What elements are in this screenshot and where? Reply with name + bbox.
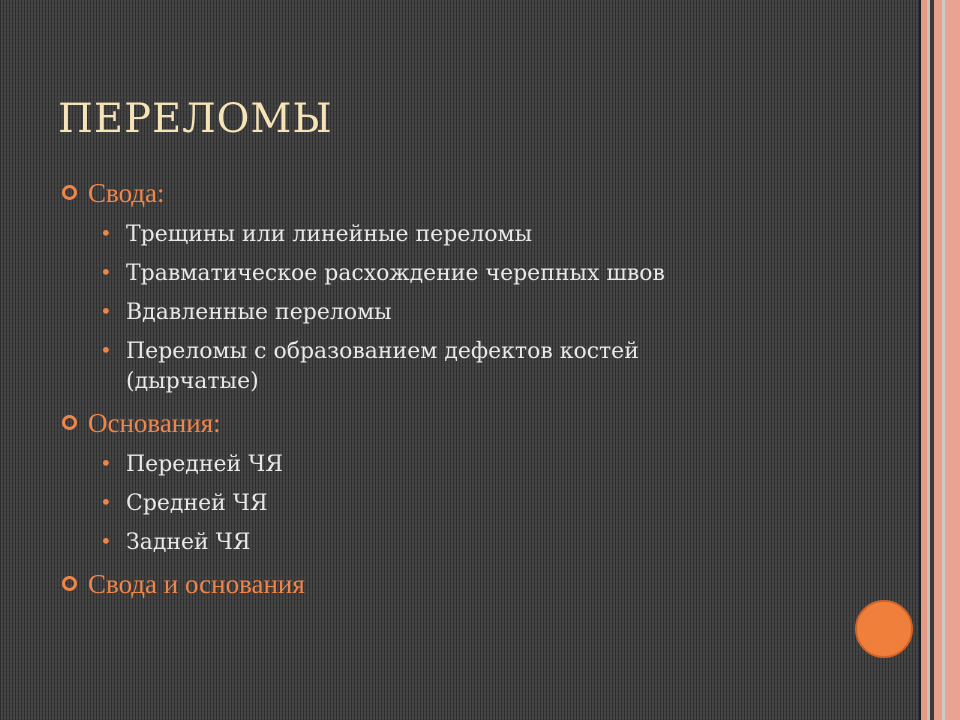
list-item xyxy=(100,298,752,328)
dot-bullet-icon: • xyxy=(100,260,112,284)
ring-bullet-icon xyxy=(62,415,77,430)
list-item xyxy=(100,337,752,397)
list-item xyxy=(100,528,752,558)
list-item xyxy=(100,259,752,289)
list-item xyxy=(100,450,752,480)
dot-bullet-icon: • xyxy=(100,221,112,245)
slide-title: ПЕРЕЛОМЫ xyxy=(58,96,333,142)
section-vault-and-base xyxy=(62,567,752,601)
section-vault xyxy=(62,176,752,397)
sub-list xyxy=(88,220,752,397)
section-base xyxy=(62,406,752,558)
dot-bullet-icon: • xyxy=(100,299,112,323)
list-item-text: Передней ЧЯ xyxy=(126,452,283,477)
list-item-text: Средней ЧЯ xyxy=(126,491,268,516)
sub-list xyxy=(88,450,752,558)
list-item-text: Переломы с образованием дефектов костей (дырчатые) xyxy=(126,339,639,394)
list-item xyxy=(100,489,752,519)
ring-bullet-icon xyxy=(62,576,77,591)
list-item-text: Задней ЧЯ xyxy=(126,530,251,555)
section-heading: Свода и основания xyxy=(88,569,305,599)
list-item-text: Вдавленные переломы xyxy=(126,300,392,325)
dot-bullet-icon: • xyxy=(100,490,112,514)
list-item xyxy=(100,220,752,250)
section-heading: Свода: xyxy=(88,178,165,208)
border-stripe xyxy=(934,0,942,720)
dot-bullet-icon: • xyxy=(100,529,112,553)
section-heading: Основания: xyxy=(88,408,221,438)
border-stripe xyxy=(945,0,960,720)
ring-bullet-icon xyxy=(62,185,77,200)
list-item-text: Трещины или линейные переломы xyxy=(126,222,533,247)
dot-bullet-icon: • xyxy=(100,338,112,362)
bullet-list xyxy=(62,176,752,601)
list-item-text: Травматическое расхождение черепных швов xyxy=(126,261,665,286)
dot-bullet-icon: • xyxy=(100,451,112,475)
decorative-circle-icon xyxy=(855,600,913,658)
